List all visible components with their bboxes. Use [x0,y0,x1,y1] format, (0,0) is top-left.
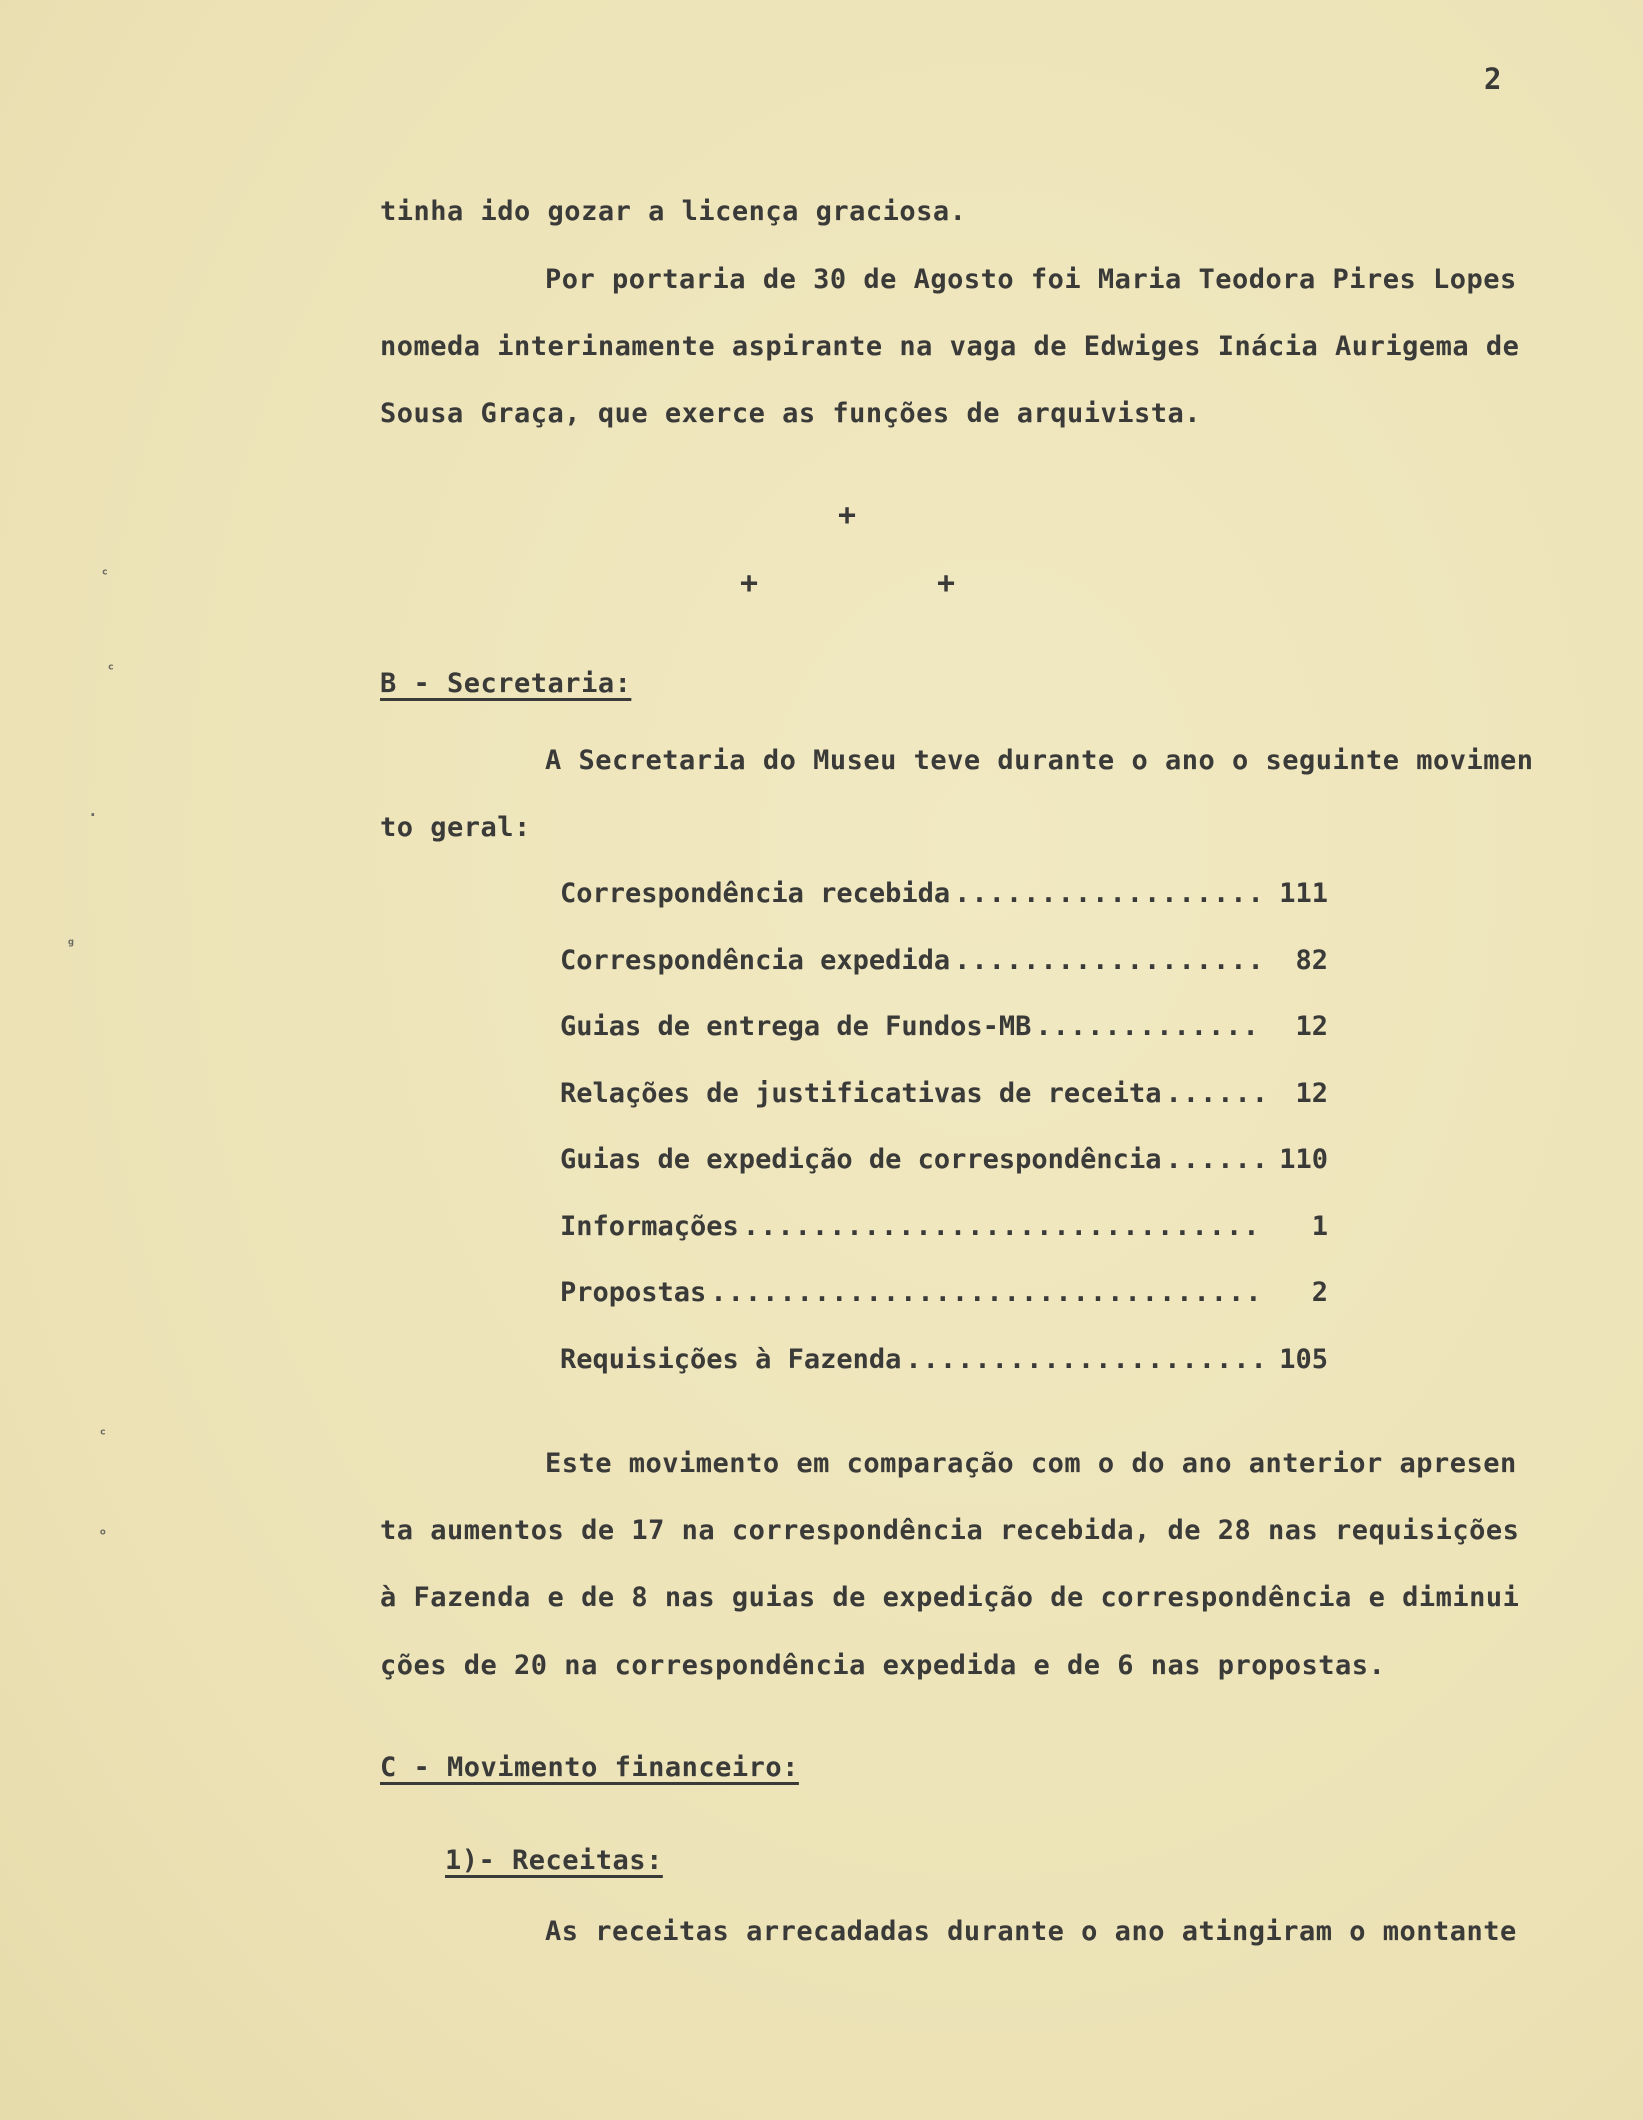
list-item [560,1277,1328,1344]
item-label: Relações de justificativas de receita [560,1077,1162,1109]
item-label: Guias de entrega de Fundos-MB [560,1011,1032,1042]
item-label: Requisições à Fazenda [560,1343,902,1375]
margin-mark: ᶜ [98,1425,108,1444]
dot-leader [743,1211,1264,1242]
dot-leader [954,945,1264,976]
intro-line-1: tinha ido gozar a licença graciosa. [380,196,967,227]
item-label: Correspondência recebida [560,878,951,909]
secretaria-movement-list [560,878,1328,1410]
margin-mark: ᶜ [106,660,116,679]
dot-leader [1035,1011,1264,1042]
separator-mark-right: + [937,566,956,601]
list-item [560,1078,1328,1145]
intro-line-3: nomeda interinamente aspirante na vaga de Edwiges Inácia Aurigema de [380,331,1520,362]
dot-leader [954,878,1264,909]
item-value: 110 [1279,1144,1328,1175]
item-value: 1 [1311,1210,1328,1242]
margin-mark: ᵍ [66,935,76,954]
list-item [560,945,1328,1012]
section-b-summary-line-4: ções de 20 na correspondência expedida e de 6 nas propostas. [380,1650,1386,1681]
intro-line-2: Por portaria de 30 de Agosto foi Maria Teodora Pires Lopes [545,264,1517,295]
list-item [560,1211,1328,1278]
section-b-para-line-2: to geral: [380,812,531,843]
item-value: 111 [1279,878,1328,909]
list-item [560,1144,1328,1211]
list-item [560,878,1328,945]
dot-leader [1165,1144,1264,1175]
item-label: Correspondência expedida [560,944,951,976]
separator-mark-left: + [740,566,759,601]
item-label: Propostas [560,1277,707,1308]
item-label: Informações [560,1210,739,1242]
list-item [560,1344,1328,1411]
item-value: 82 [1295,944,1328,976]
item-label: Guias de expedição de correspondência [560,1144,1162,1175]
section-c-heading: C - Movimento financeiro: [380,1752,799,1783]
section-b-summary-line-3: à Fazenda e de 8 nas guias de expedição de correspondência e diminui [380,1582,1520,1613]
item-value: 105 [1279,1343,1328,1375]
margin-mark: ᵒ [98,1525,108,1544]
separator-mark-top: + [838,498,857,533]
item-value: 12 [1295,1011,1328,1042]
margin-mark: ᶜ [100,565,110,584]
dot-leader [710,1277,1264,1308]
section-b-heading: B - Secretaria: [380,668,632,699]
section-c-para-line-1: As receitas arrecadadas durante o ano atingiram o montante [545,1916,1517,1947]
dot-leader [1165,1078,1264,1109]
section-c-subheading: 1)- Receitas: [445,1845,663,1876]
intro-line-4: Sousa Graça, que exerce as funções de arquivista. [380,398,1202,429]
section-b-summary-line-1: Este movimento em comparação com o do ano anterior apresen [545,1448,1517,1479]
margin-mark: · [88,805,98,824]
item-value: 12 [1295,1077,1328,1109]
item-value: 2 [1311,1277,1328,1308]
list-item [560,1011,1328,1078]
section-b-summary-line-2: ta aumentos de 17 na correspondência recebida, de 28 nas requisições [380,1515,1520,1546]
dot-leader [905,1344,1264,1375]
section-b-para-line-1: A Secretaria do Museu teve durante o ano o seguinte movimen [545,745,1534,776]
page-number: 2 [1484,62,1502,96]
